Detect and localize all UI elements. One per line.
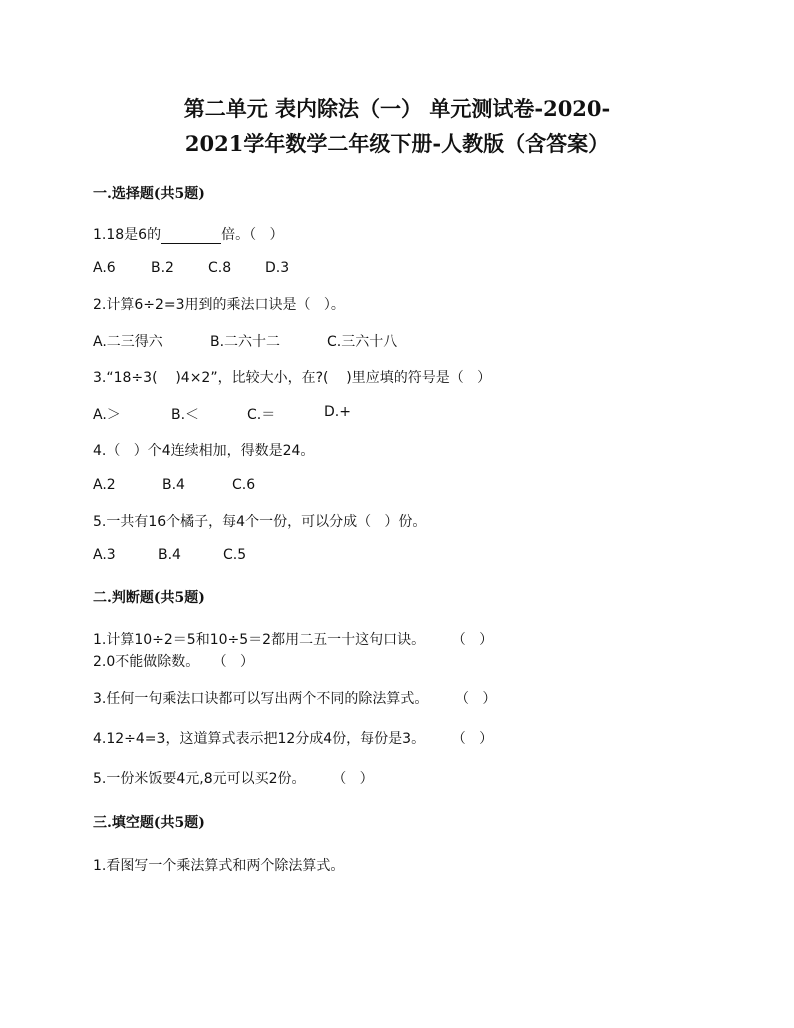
question-choice-2: 2.计算6÷2=3用到的乘法口诀是（ ）。: [93, 297, 345, 313]
option-a: A.6: [93, 260, 116, 276]
question-judgement-4: 4.12÷4=3，这道算式表示把12分成4份，每份是3。 （ ）: [93, 731, 494, 747]
option-c: C.5: [223, 547, 247, 563]
option-a: A.3: [93, 547, 116, 563]
option-c: C.8: [208, 260, 232, 276]
document-title-line-1: 第二单元 表内除法（一） 单元测试卷-2020-: [183, 96, 611, 121]
question-judgement-2: 2.0不能做除数。 （ ）: [93, 654, 254, 670]
answer-blank: [161, 229, 221, 244]
question-choice-1: [93, 224, 283, 244]
question-fill-1: 1.看图写一个乘法算式和两个除法算式。: [93, 858, 345, 874]
document-title-line-2: 2021学年数学二年级下册-人教版（含答案）: [184, 131, 610, 156]
option-d: D.+: [324, 404, 351, 420]
question-choice-4: 4.（ ）个4连续相加，得数是24。: [93, 443, 315, 459]
question-choice-1-pre: 1.18是6的: [93, 227, 162, 243]
option-c: C.＝: [247, 407, 276, 423]
option-b: B.4: [162, 477, 185, 493]
section-heading-judgement: 二.判断题(共5题): [93, 590, 205, 606]
section-heading-choice: 一.选择题(共5题): [93, 186, 205, 202]
question-choice-1-post: 倍。（ ）: [221, 227, 284, 243]
option-b: B.4: [158, 547, 181, 563]
question-judgement-5: 5.一份米饭要4元,8元可以买2份。 （ ）: [93, 771, 374, 787]
question-judgement-1: 1.计算10÷2＝5和10÷5＝2都用二五一十这句口诀。 （ ）: [93, 632, 494, 648]
option-b: B.＜: [171, 407, 200, 423]
option-b: B.2: [151, 260, 174, 276]
option-a: A.二三得六: [93, 334, 163, 350]
question-judgement-3: 3.任何一句乘法口诀都可以写出两个不同的除法算式。 （ ）: [93, 691, 497, 707]
option-c: C.6: [232, 477, 256, 493]
option-b: B.二六十二: [210, 334, 281, 350]
option-c: C.三六十八: [327, 334, 398, 350]
question-choice-3: 3.“18÷3( )4×2”，比较大小，在?( )里应填的符号是（ ）: [93, 370, 492, 386]
question-choice-5: 5.一共有16个橘子，每4个一份，可以分成（ ）份。: [93, 514, 427, 530]
option-a: A.2: [93, 477, 116, 493]
option-d: D.3: [265, 260, 290, 276]
section-heading-fill-blank: 三.填空题(共5题): [93, 815, 205, 831]
option-a: A.＞: [93, 407, 121, 423]
